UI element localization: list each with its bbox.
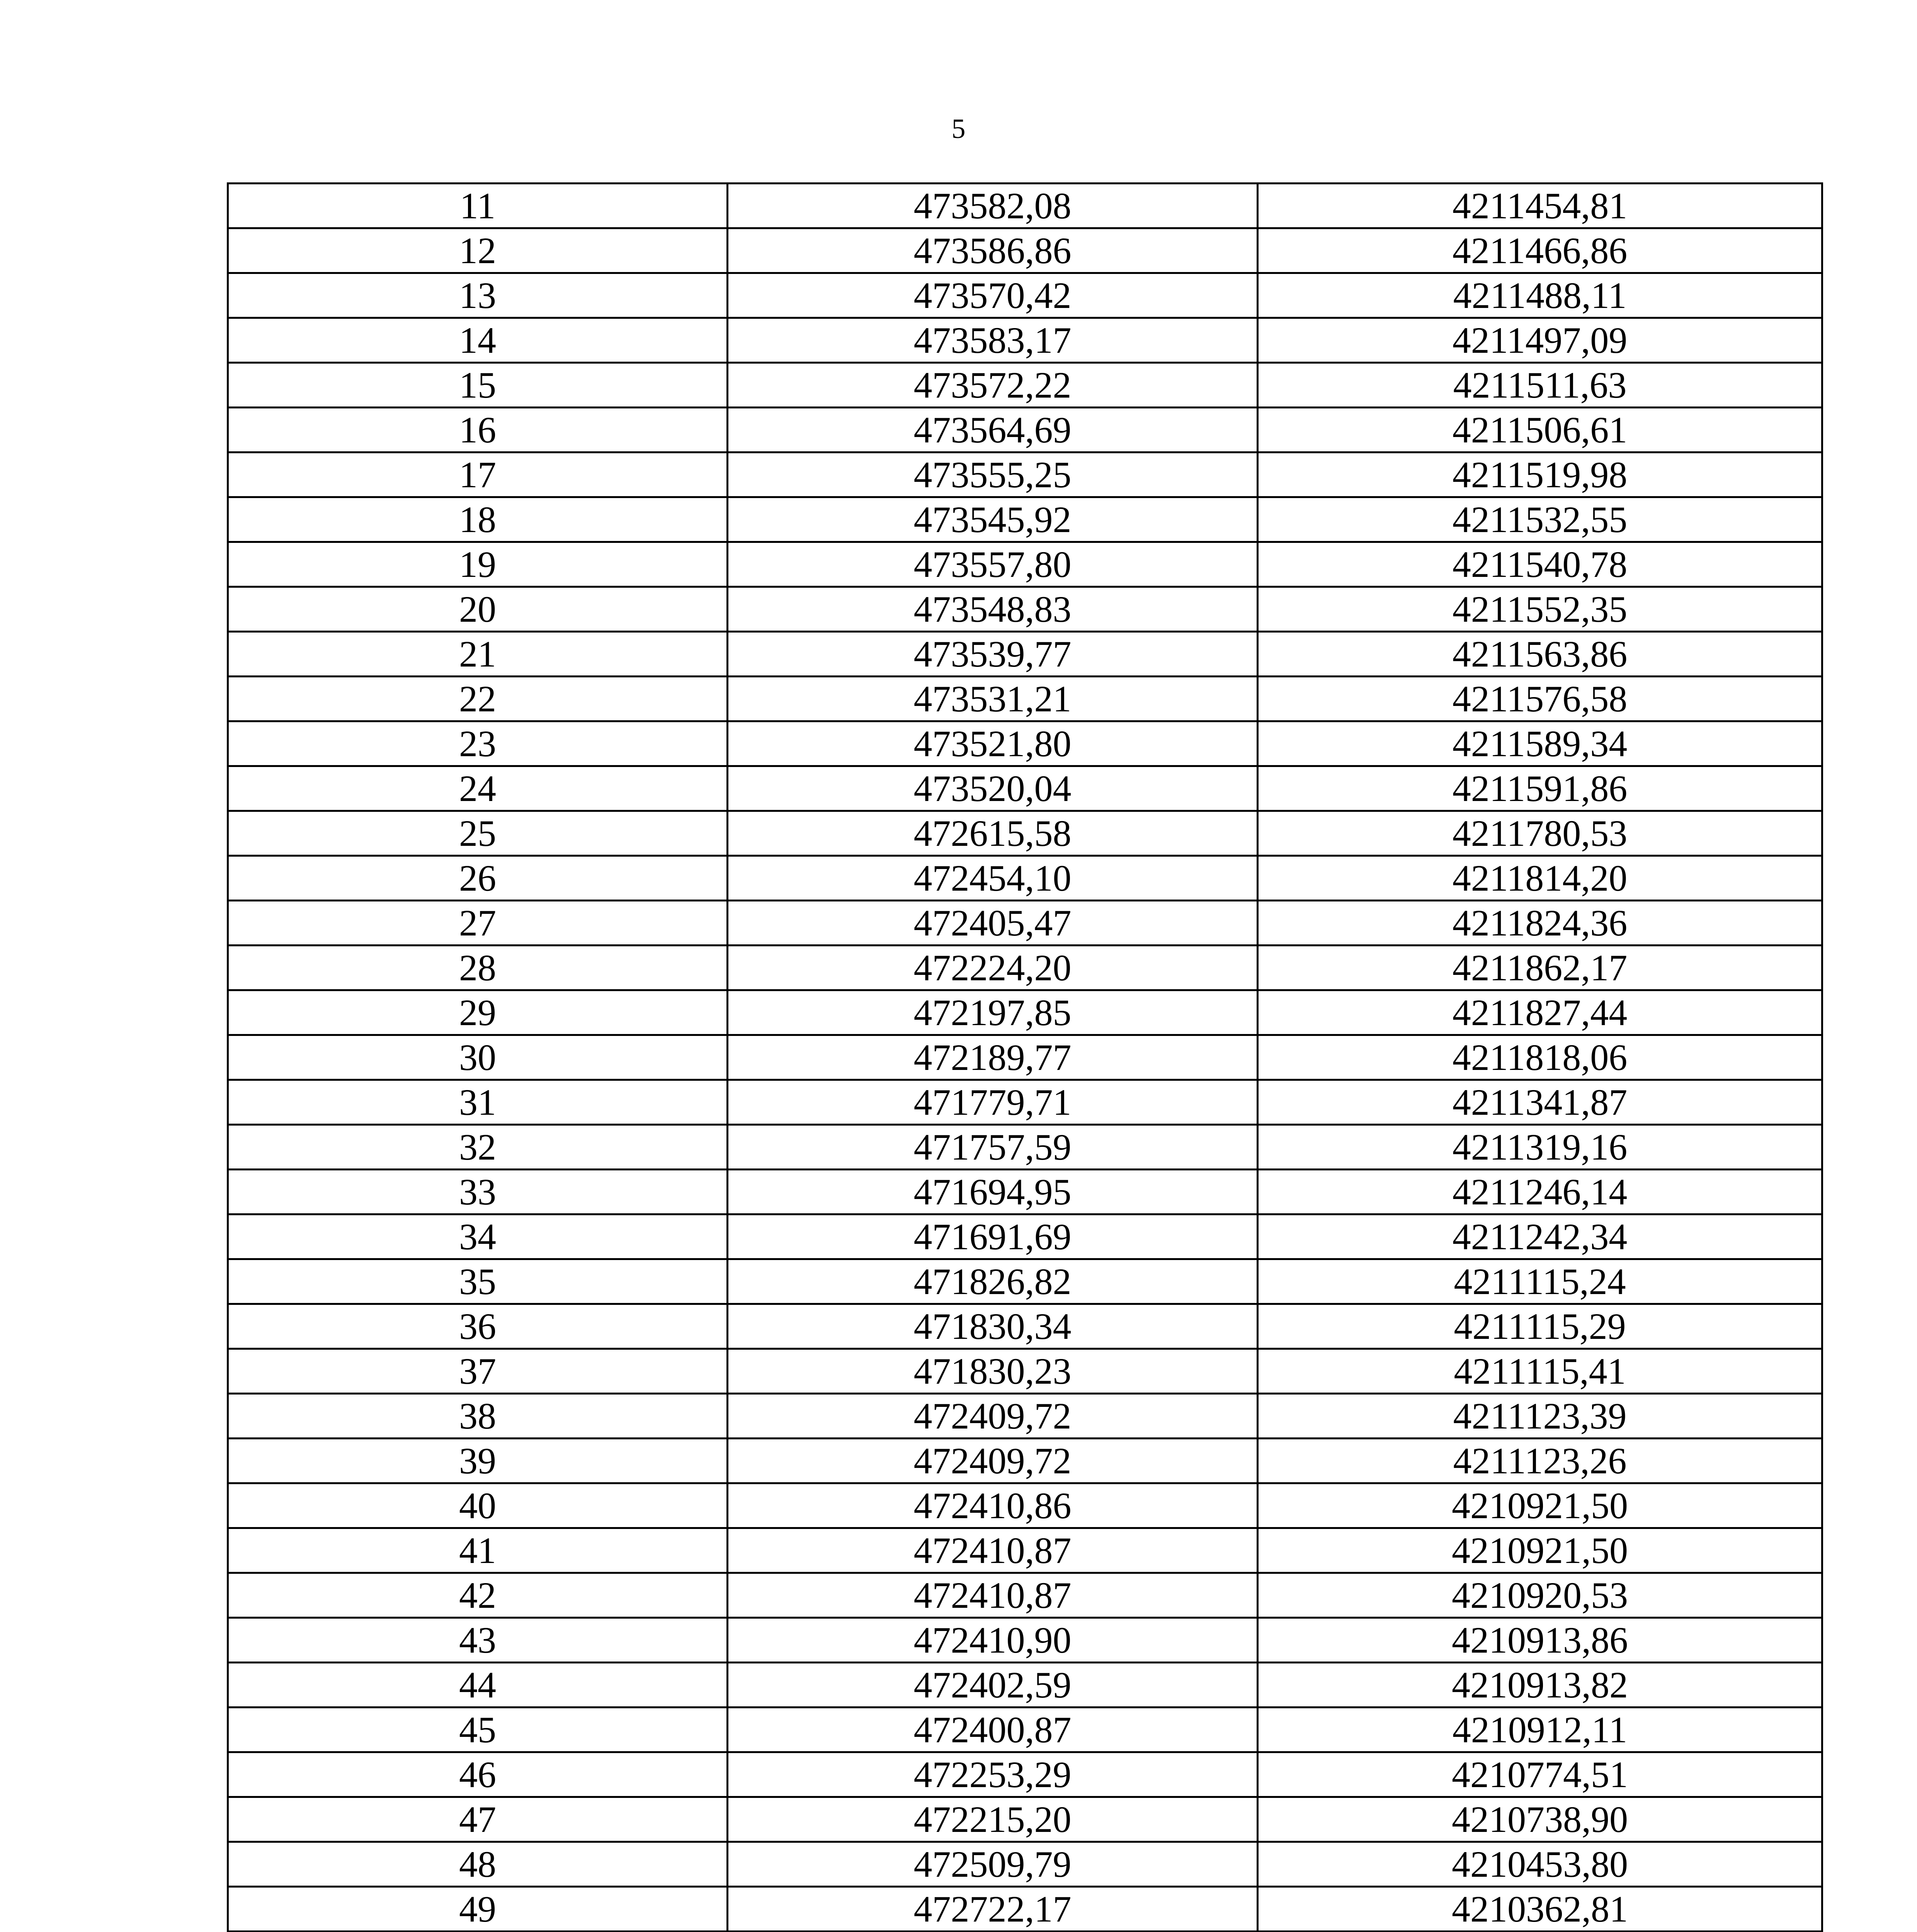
point-number-cell: 14 — [228, 318, 728, 363]
y-coordinate-cell: 4211862,17 — [1258, 946, 1822, 990]
table-row — [228, 766, 1822, 811]
x-coordinate-cell: 473539,77 — [728, 632, 1258, 677]
x-coordinate-cell: 471830,34 — [728, 1304, 1258, 1349]
coordinates-table-body — [228, 184, 1822, 1932]
table-row — [228, 497, 1822, 542]
y-coordinate-cell: 4211319,16 — [1258, 1125, 1822, 1170]
table-row — [228, 1842, 1822, 1887]
point-number-cell: 24 — [228, 766, 728, 811]
x-coordinate-cell: 472215,20 — [728, 1797, 1258, 1842]
y-coordinate-cell: 4211589,34 — [1258, 721, 1822, 766]
x-coordinate-cell: 472454,10 — [728, 856, 1258, 901]
x-coordinate-cell: 471691,69 — [728, 1214, 1258, 1259]
x-coordinate-cell: 473555,25 — [728, 452, 1258, 497]
y-coordinate-cell: 4210453,80 — [1258, 1842, 1822, 1887]
table-row — [228, 318, 1822, 363]
x-coordinate-cell: 472410,86 — [728, 1483, 1258, 1528]
x-coordinate-cell: 472409,72 — [728, 1439, 1258, 1483]
point-number-cell: 27 — [228, 901, 728, 946]
y-coordinate-cell: 4211576,58 — [1258, 677, 1822, 721]
y-coordinate-cell: 4211563,86 — [1258, 632, 1822, 677]
table-row — [228, 1125, 1822, 1170]
point-number-cell: 30 — [228, 1035, 728, 1080]
table-row — [228, 452, 1822, 497]
y-coordinate-cell: 4211591,86 — [1258, 766, 1822, 811]
x-coordinate-cell: 473583,17 — [728, 318, 1258, 363]
table-row — [228, 1170, 1822, 1214]
table-row — [228, 1439, 1822, 1483]
x-coordinate-cell: 473531,21 — [728, 677, 1258, 721]
x-coordinate-cell: 473521,80 — [728, 721, 1258, 766]
table-row — [228, 1304, 1822, 1349]
table-row — [228, 677, 1822, 721]
x-coordinate-cell: 472253,29 — [728, 1752, 1258, 1797]
point-number-cell: 31 — [228, 1080, 728, 1125]
x-coordinate-cell: 472410,87 — [728, 1573, 1258, 1618]
point-number-cell: 49 — [228, 1887, 728, 1932]
table-row — [228, 273, 1822, 318]
x-coordinate-cell: 471779,71 — [728, 1080, 1258, 1125]
y-coordinate-cell: 4211814,20 — [1258, 856, 1822, 901]
point-number-cell: 25 — [228, 811, 728, 856]
point-number-cell: 39 — [228, 1439, 728, 1483]
y-coordinate-cell: 4211341,87 — [1258, 1080, 1822, 1125]
y-coordinate-cell: 4210913,86 — [1258, 1618, 1822, 1663]
table-row — [228, 228, 1822, 273]
table-row — [228, 408, 1822, 452]
point-number-cell: 12 — [228, 228, 728, 273]
table-row — [228, 1663, 1822, 1708]
point-number-cell: 38 — [228, 1394, 728, 1439]
table-row — [228, 1349, 1822, 1394]
point-number-cell: 26 — [228, 856, 728, 901]
point-number-cell: 36 — [228, 1304, 728, 1349]
table-row — [228, 1214, 1822, 1259]
point-number-cell: 33 — [228, 1170, 728, 1214]
x-coordinate-cell: 472615,58 — [728, 811, 1258, 856]
y-coordinate-cell: 4210912,11 — [1258, 1708, 1822, 1752]
table-row — [228, 587, 1822, 632]
x-coordinate-cell: 472224,20 — [728, 946, 1258, 990]
table-row — [228, 1528, 1822, 1573]
x-coordinate-cell: 471830,23 — [728, 1349, 1258, 1394]
table-row — [228, 1035, 1822, 1080]
table-row — [228, 990, 1822, 1035]
y-coordinate-cell: 4211242,34 — [1258, 1214, 1822, 1259]
point-number-cell: 15 — [228, 363, 728, 408]
y-coordinate-cell: 4211246,14 — [1258, 1170, 1822, 1214]
x-coordinate-cell: 472197,85 — [728, 990, 1258, 1035]
point-number-cell: 34 — [228, 1214, 728, 1259]
table-row — [228, 811, 1822, 856]
point-number-cell: 45 — [228, 1708, 728, 1752]
table-row — [228, 856, 1822, 901]
point-number-cell: 16 — [228, 408, 728, 452]
table-row — [228, 1797, 1822, 1842]
y-coordinate-cell: 4210913,82 — [1258, 1663, 1822, 1708]
y-coordinate-cell: 4211511,63 — [1258, 363, 1822, 408]
y-coordinate-cell: 4210920,53 — [1258, 1573, 1822, 1618]
table-row — [228, 1483, 1822, 1528]
point-number-cell: 21 — [228, 632, 728, 677]
x-coordinate-cell: 472189,77 — [728, 1035, 1258, 1080]
x-coordinate-cell: 473570,42 — [728, 273, 1258, 318]
y-coordinate-cell: 4210921,50 — [1258, 1483, 1822, 1528]
table-row — [228, 1618, 1822, 1663]
table-row — [228, 1708, 1822, 1752]
y-coordinate-cell: 4211818,06 — [1258, 1035, 1822, 1080]
y-coordinate-cell: 4211466,86 — [1258, 228, 1822, 273]
x-coordinate-cell: 472405,47 — [728, 901, 1258, 946]
y-coordinate-cell: 4211780,53 — [1258, 811, 1822, 856]
table-row — [228, 542, 1822, 587]
x-coordinate-cell: 473564,69 — [728, 408, 1258, 452]
table-row — [228, 901, 1822, 946]
point-number-cell: 17 — [228, 452, 728, 497]
point-number-cell: 48 — [228, 1842, 728, 1887]
y-coordinate-cell: 4211115,41 — [1258, 1349, 1822, 1394]
table-row — [228, 1394, 1822, 1439]
table-row — [228, 946, 1822, 990]
point-number-cell: 47 — [228, 1797, 728, 1842]
point-number-cell: 22 — [228, 677, 728, 721]
y-coordinate-cell: 4211454,81 — [1258, 184, 1822, 228]
point-number-cell: 13 — [228, 273, 728, 318]
table-row — [228, 721, 1822, 766]
point-number-cell: 43 — [228, 1618, 728, 1663]
x-coordinate-cell: 472402,59 — [728, 1663, 1258, 1708]
table-row — [228, 632, 1822, 677]
table-row — [228, 184, 1822, 228]
y-coordinate-cell: 4211519,98 — [1258, 452, 1822, 497]
y-coordinate-cell: 4211552,35 — [1258, 587, 1822, 632]
x-coordinate-cell: 473557,80 — [728, 542, 1258, 587]
point-number-cell: 23 — [228, 721, 728, 766]
table-row — [228, 1259, 1822, 1304]
y-coordinate-cell: 4211827,44 — [1258, 990, 1822, 1035]
y-coordinate-cell: 4210774,51 — [1258, 1752, 1822, 1797]
y-coordinate-cell: 4211824,36 — [1258, 901, 1822, 946]
y-coordinate-cell: 4211123,26 — [1258, 1439, 1822, 1483]
table-row — [228, 1080, 1822, 1125]
table-row — [228, 1887, 1822, 1932]
point-number-cell: 42 — [228, 1573, 728, 1618]
y-coordinate-cell: 4211497,09 — [1258, 318, 1822, 363]
page-number: 5 — [951, 113, 966, 144]
x-coordinate-cell: 472409,72 — [728, 1394, 1258, 1439]
y-coordinate-cell: 4211115,24 — [1258, 1259, 1822, 1304]
x-coordinate-cell: 472410,90 — [728, 1618, 1258, 1663]
x-coordinate-cell: 473582,08 — [728, 184, 1258, 228]
y-coordinate-cell: 4211532,55 — [1258, 497, 1822, 542]
y-coordinate-cell: 4211123,39 — [1258, 1394, 1822, 1439]
point-number-cell: 20 — [228, 587, 728, 632]
table-row — [228, 1573, 1822, 1618]
y-coordinate-cell: 4211488,11 — [1258, 273, 1822, 318]
point-number-cell: 46 — [228, 1752, 728, 1797]
x-coordinate-cell: 472410,87 — [728, 1528, 1258, 1573]
x-coordinate-cell: 473520,04 — [728, 766, 1258, 811]
x-coordinate-cell: 472509,79 — [728, 1842, 1258, 1887]
point-number-cell: 28 — [228, 946, 728, 990]
x-coordinate-cell: 471826,82 — [728, 1259, 1258, 1304]
x-coordinate-cell: 471694,95 — [728, 1170, 1258, 1214]
x-coordinate-cell: 473572,22 — [728, 363, 1258, 408]
point-number-cell: 35 — [228, 1259, 728, 1304]
x-coordinate-cell: 473548,83 — [728, 587, 1258, 632]
point-number-cell: 29 — [228, 990, 728, 1035]
x-coordinate-cell: 472722,17 — [728, 1887, 1258, 1932]
y-coordinate-cell: 4211506,61 — [1258, 408, 1822, 452]
point-number-cell: 44 — [228, 1663, 728, 1708]
y-coordinate-cell: 4210921,50 — [1258, 1528, 1822, 1573]
x-coordinate-cell: 472400,87 — [728, 1708, 1258, 1752]
y-coordinate-cell: 4211540,78 — [1258, 542, 1822, 587]
point-number-cell: 19 — [228, 542, 728, 587]
point-number-cell: 32 — [228, 1125, 728, 1170]
point-number-cell: 37 — [228, 1349, 728, 1394]
table-row — [228, 363, 1822, 408]
x-coordinate-cell: 471757,59 — [728, 1125, 1258, 1170]
point-number-cell: 40 — [228, 1483, 728, 1528]
y-coordinate-cell: 4211115,29 — [1258, 1304, 1822, 1349]
coordinates-table — [227, 182, 1823, 1932]
point-number-cell: 41 — [228, 1528, 728, 1573]
x-coordinate-cell: 473545,92 — [728, 497, 1258, 542]
point-number-cell: 18 — [228, 497, 728, 542]
x-coordinate-cell: 473586,86 — [728, 228, 1258, 273]
table-row — [228, 1752, 1822, 1797]
y-coordinate-cell: 4210738,90 — [1258, 1797, 1822, 1842]
y-coordinate-cell: 4210362,81 — [1258, 1887, 1822, 1932]
point-number-cell: 11 — [228, 184, 728, 228]
